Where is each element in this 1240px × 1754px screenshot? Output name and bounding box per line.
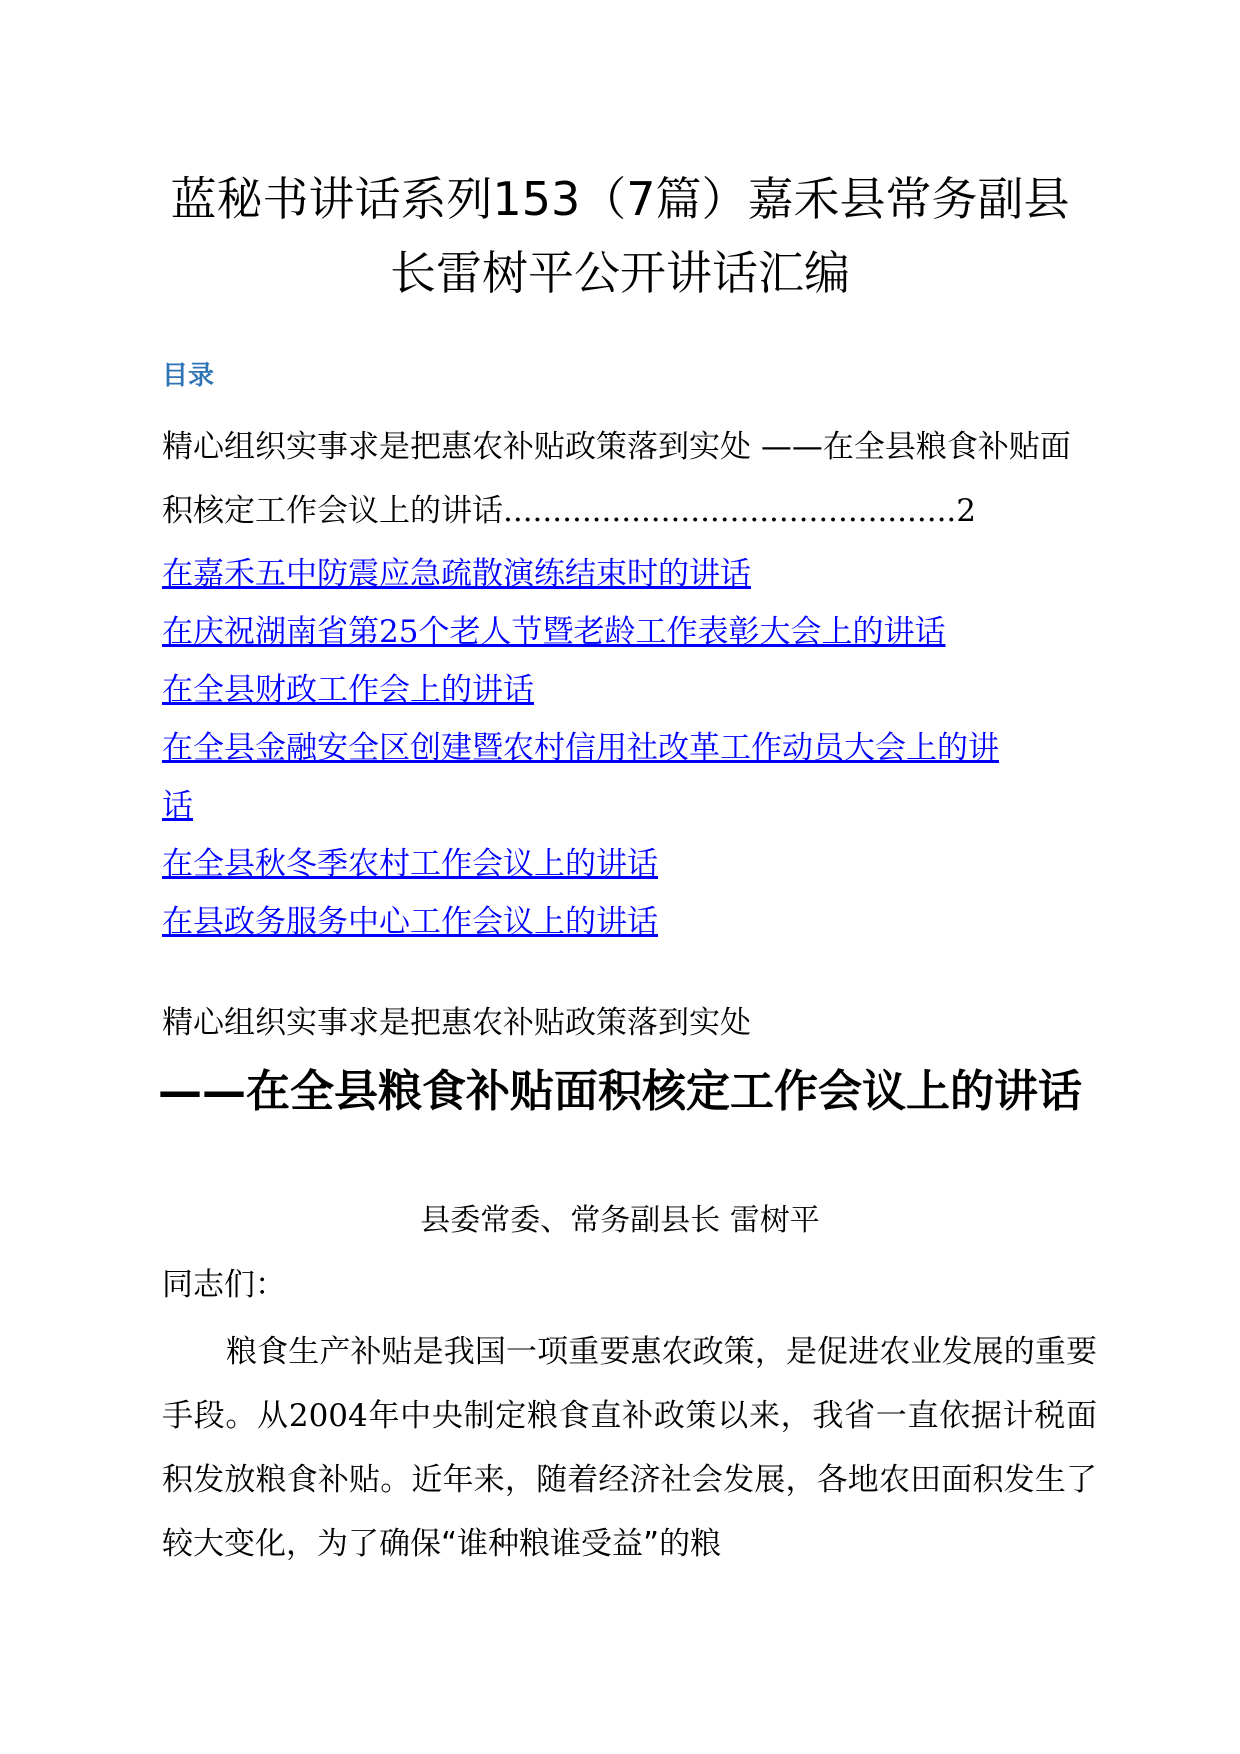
salutation: 同志们： — [162, 1267, 286, 1303]
toc-link-rural-work[interactable]: 在全县秋冬季农村工作会议上的讲话 — [162, 846, 658, 882]
toc-entry-first[interactable] — [162, 415, 1097, 543]
section-subtitle: ——在全县粮食补贴面积核定工作会议上的讲话 — [158, 1066, 1082, 1117]
toc-link-financial-security-cont[interactable]: 话 — [162, 788, 193, 824]
toc-leader-dots: .............................................. — [503, 493, 957, 529]
body-text-part: 年中央制定粮食直补政策以来，我省一直依据计税面积发放粮食补贴。近年来，随着经济社会发展，各地农田面积发生了较大变化，为了确保“谁种粮谁受益”的粮 — [162, 1398, 1098, 1562]
toc-link-drill[interactable]: 在嘉禾五中防震应急疏散演练结束时的讲话 — [162, 556, 751, 592]
toc-link-financial-security[interactable]: 在全县金融安全区创建暨农村信用社改革工作动员大会上的讲 — [162, 730, 999, 766]
body-year: 2004 — [288, 1398, 368, 1434]
toc-entry-first-text: 精心组织实事求是把惠农补贴政策落到实处 ——在全县粮食补贴面积核定工作会议上的讲话 — [162, 429, 1071, 529]
toc-heading: 目录 — [162, 361, 215, 391]
body-text-part: 粮食生产补贴是我国一项重要惠农政策，是促进农业发展的重要手段。从 — [162, 1334, 1097, 1434]
toc-link-service-center[interactable]: 在县政务服务中心工作会议上的讲话 — [162, 904, 658, 940]
toc-page-number: 2 — [956, 493, 977, 529]
body-paragraph — [162, 1320, 1097, 1576]
toc-link-finance[interactable]: 在全县财政工作会上的讲话 — [162, 672, 534, 708]
speaker-byline: 县委常委、常务副县长 雷树平 — [420, 1203, 820, 1238]
toc-link-elders-day[interactable]: 在庆祝湖南省第25个老人节暨老龄工作表彰大会上的讲话 — [162, 614, 946, 650]
document-title: 蓝秘书讲话系列153（7篇）嘉禾县常务副县长雷树平公开讲话汇编 — [170, 172, 1070, 300]
section-title: 精心组织实事求是把惠农补贴政策落到实处 — [162, 1005, 751, 1041]
